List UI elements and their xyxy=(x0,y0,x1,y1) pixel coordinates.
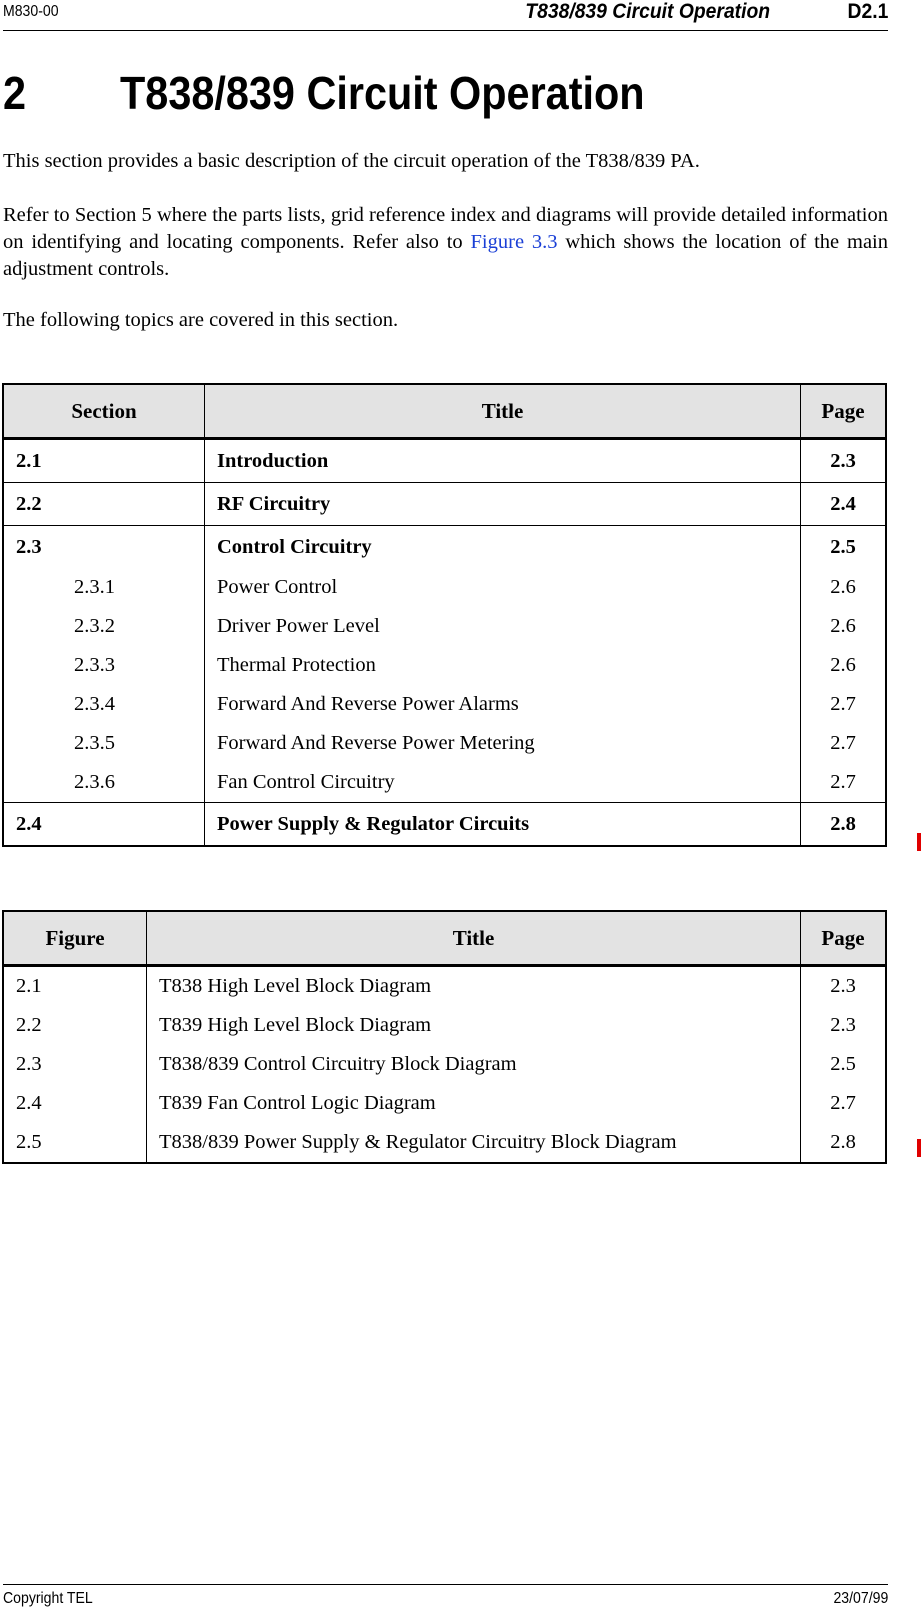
figure-column-header: Figure xyxy=(3,911,147,966)
intro-paragraph-2 xyxy=(3,202,888,283)
subsection-number: 2.3.2 xyxy=(74,615,115,637)
page-footer xyxy=(3,1584,888,1614)
figure-number: 2.5 xyxy=(16,1131,42,1153)
revision-date: 23/07/99 xyxy=(833,1590,888,1607)
figure-number: 2.2 xyxy=(16,1014,42,1036)
table-row[interactable] xyxy=(3,966,886,1007)
figure-table xyxy=(2,910,887,1164)
copyright-text: Copyright TEL xyxy=(3,1590,93,1607)
figure-page: 2.5 xyxy=(801,1045,887,1084)
page-number: D2.1 xyxy=(847,0,888,23)
section-number: 2.3 xyxy=(3,526,205,569)
section-page: 2.4 xyxy=(801,483,887,526)
figure-page: 2.3 xyxy=(801,966,887,1007)
table-row[interactable] xyxy=(3,1123,886,1163)
subsection-title: Power Control xyxy=(205,568,801,607)
table-row[interactable] xyxy=(3,685,886,724)
figure-title: T838 High Level Block Diagram xyxy=(147,966,801,1007)
section-page: 2.3 xyxy=(801,439,887,483)
section-title: RF Circuitry xyxy=(205,483,801,526)
subsection-page: 2.7 xyxy=(801,685,887,724)
intro-paragraph-1: This section provides a basic description of the circuit operation of the T838/839 PA. xyxy=(3,150,700,172)
section-number: 2.2 xyxy=(3,483,205,526)
section-title: Power Supply & Regulator Circuits xyxy=(205,803,801,847)
table-row[interactable] xyxy=(3,439,886,483)
section-page: 2.8 xyxy=(801,803,887,847)
section-number: 2.4 xyxy=(3,803,205,847)
header-title: T838/839 Circuit Operation xyxy=(525,0,770,23)
table-row[interactable] xyxy=(3,763,886,803)
figure-3-3-link[interactable]: Figure 3.3 xyxy=(470,231,558,253)
subsection-page: 2.6 xyxy=(801,607,887,646)
table-row[interactable] xyxy=(3,1045,886,1084)
page-column-header: Page xyxy=(801,911,887,966)
section-table-header xyxy=(3,384,886,439)
section-title: Control Circuitry xyxy=(205,526,801,569)
table-row[interactable] xyxy=(3,1084,886,1123)
figure-table-header xyxy=(3,911,886,966)
table-row[interactable] xyxy=(3,1006,886,1045)
figure-page: 2.3 xyxy=(801,1006,887,1045)
figure-title: T839 Fan Control Logic Diagram xyxy=(147,1084,801,1123)
subsection-number: 2.3.6 xyxy=(74,771,115,793)
table-row[interactable] xyxy=(3,607,886,646)
subsection-title: Forward And Reverse Power Alarms xyxy=(205,685,801,724)
figure-title: T838/839 Power Supply & Regulator Circuitry Block Diagram xyxy=(147,1123,801,1163)
document-number: M830-00 xyxy=(3,3,59,20)
subsection-title: Forward And Reverse Power Metering xyxy=(205,724,801,763)
table-row[interactable] xyxy=(3,526,886,569)
figure-number: 2.1 xyxy=(16,975,42,997)
intro-paragraph-2-text-end: which shows the location of the main adjustment controls. xyxy=(3,231,888,280)
subsection-title: Thermal Protection xyxy=(205,646,801,685)
subsection-page: 2.6 xyxy=(801,568,887,607)
intro-paragraph-3: The following topics are covered in this section. xyxy=(3,309,399,331)
page-column-header: Page xyxy=(801,384,887,439)
section-page: 2.5 xyxy=(801,526,887,569)
subsection-page: 2.7 xyxy=(801,763,887,803)
subsection-number: 2.3.4 xyxy=(74,693,115,715)
subsection-title: Driver Power Level xyxy=(205,607,801,646)
subsection-page: 2.6 xyxy=(801,646,887,685)
table-row[interactable] xyxy=(3,646,886,685)
section-title: Introduction xyxy=(205,439,801,483)
page-header xyxy=(3,0,888,31)
subsection-page: 2.7 xyxy=(801,724,887,763)
subsection-number: 2.3.1 xyxy=(74,576,115,598)
table-row[interactable] xyxy=(3,724,886,763)
table-row[interactable] xyxy=(3,803,886,847)
chapter-number: 2 xyxy=(3,67,27,119)
figure-title: T838/839 Control Circuitry Block Diagram xyxy=(147,1045,801,1084)
change-bar xyxy=(917,1139,921,1157)
title-column-header: Title xyxy=(205,384,801,439)
table-row[interactable] xyxy=(3,568,886,607)
figure-title: T839 High Level Block Diagram xyxy=(147,1006,801,1045)
figure-number: 2.3 xyxy=(16,1053,42,1075)
figure-page: 2.7 xyxy=(801,1084,887,1123)
chapter-title: T838/839 Circuit Operation xyxy=(120,67,645,119)
section-number: 2.1 xyxy=(16,449,42,472)
chapter-heading xyxy=(3,66,645,122)
intro-paragraph-2-text: Refer to Section 5 where the parts lists, grid reference index and diagrams will provide detailed information on identifying and locating components. Refer also to xyxy=(3,204,888,253)
table-row[interactable] xyxy=(3,483,886,526)
title-column-header: Title xyxy=(147,911,801,966)
section-table xyxy=(2,383,887,847)
section-column-header: Section xyxy=(3,384,205,439)
figure-number: 2.4 xyxy=(16,1092,42,1114)
subsection-number: 2.3.5 xyxy=(74,732,115,754)
subsection-title: Fan Control Circuitry xyxy=(205,763,801,803)
change-bar xyxy=(917,833,921,851)
subsection-number: 2.3.3 xyxy=(74,654,115,676)
figure-page: 2.8 xyxy=(801,1123,887,1163)
